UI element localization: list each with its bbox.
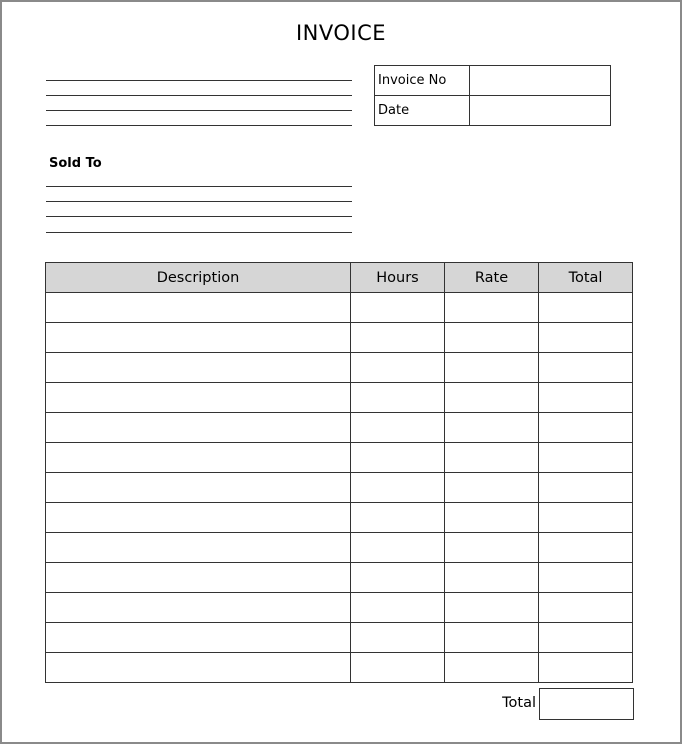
page-title: INVOICE [295,21,387,45]
description-cell[interactable] [46,473,351,503]
hours-cell[interactable] [351,323,445,353]
total-cell[interactable] [539,503,633,533]
from-address-line-3[interactable] [46,110,352,111]
rate-cell[interactable] [445,563,539,593]
table-row [46,533,633,563]
table-row [46,623,633,653]
hours-cell[interactable] [351,293,445,323]
column-header-hours: Hours [351,263,445,293]
total-cell[interactable] [539,593,633,623]
total-cell[interactable] [539,563,633,593]
total-cell[interactable] [539,623,633,653]
sold-to-line-3[interactable] [46,216,352,217]
rate-cell[interactable] [445,533,539,563]
from-address-line-4[interactable] [46,125,352,126]
table-row [46,443,633,473]
description-cell[interactable] [46,563,351,593]
table-row [46,323,633,353]
total-cell[interactable] [539,473,633,503]
table-row [46,653,633,683]
table-header-row [46,263,633,293]
date-row [375,96,611,126]
total-cell[interactable] [539,293,633,323]
hours-cell[interactable] [351,503,445,533]
description-cell[interactable] [46,593,351,623]
total-cell[interactable] [539,353,633,383]
from-address-line-2[interactable] [46,95,352,96]
rate-cell[interactable] [445,653,539,683]
table-row [46,593,633,623]
grand-total-label: Total [502,695,536,711]
description-cell[interactable] [46,443,351,473]
hours-cell[interactable] [351,533,445,563]
rate-cell[interactable] [445,323,539,353]
sold-to-line-4[interactable] [46,232,352,233]
rate-cell[interactable] [445,623,539,653]
table-row [46,353,633,383]
hours-cell[interactable] [351,413,445,443]
table-row [46,293,633,323]
column-header-description: Description [46,263,351,293]
description-cell[interactable] [46,383,351,413]
hours-cell[interactable] [351,563,445,593]
hours-cell[interactable] [351,653,445,683]
sold-to-label: Sold To [49,156,102,171]
invoice-no-label: Invoice No [375,66,470,96]
description-cell[interactable] [46,293,351,323]
rate-cell[interactable] [445,473,539,503]
description-cell[interactable] [46,413,351,443]
rate-cell[interactable] [445,353,539,383]
from-address-line-1[interactable] [46,80,352,81]
total-cell[interactable] [539,533,633,563]
invoice-no-row [375,66,611,96]
table-row [46,473,633,503]
column-header-rate: Rate [445,263,539,293]
sold-to-line-2[interactable] [46,201,352,202]
column-header-total: Total [539,263,633,293]
sold-to-line-1[interactable] [46,186,352,187]
invoice-meta-table [374,65,611,126]
rate-cell[interactable] [445,293,539,323]
rate-cell[interactable] [445,503,539,533]
date-label: Date [375,96,470,126]
table-row [46,503,633,533]
total-cell[interactable] [539,383,633,413]
rate-cell[interactable] [445,593,539,623]
rate-cell[interactable] [445,413,539,443]
description-cell[interactable] [46,353,351,383]
hours-cell[interactable] [351,473,445,503]
table-row [46,383,633,413]
hours-cell[interactable] [351,593,445,623]
rate-cell[interactable] [445,383,539,413]
hours-cell[interactable] [351,353,445,383]
description-cell[interactable] [46,623,351,653]
table-row [46,563,633,593]
total-cell[interactable] [539,653,633,683]
description-cell[interactable] [46,503,351,533]
date-field[interactable] [470,96,611,126]
table-row [46,413,633,443]
description-cell[interactable] [46,323,351,353]
grand-total-field[interactable] [539,688,634,720]
description-cell[interactable] [46,653,351,683]
rate-cell[interactable] [445,443,539,473]
description-cell[interactable] [46,533,351,563]
hours-cell[interactable] [351,623,445,653]
invoice-no-field[interactable] [470,66,611,96]
hours-cell[interactable] [351,383,445,413]
line-items-table [45,262,633,683]
total-cell[interactable] [539,443,633,473]
total-cell[interactable] [539,323,633,353]
hours-cell[interactable] [351,443,445,473]
total-cell[interactable] [539,413,633,443]
